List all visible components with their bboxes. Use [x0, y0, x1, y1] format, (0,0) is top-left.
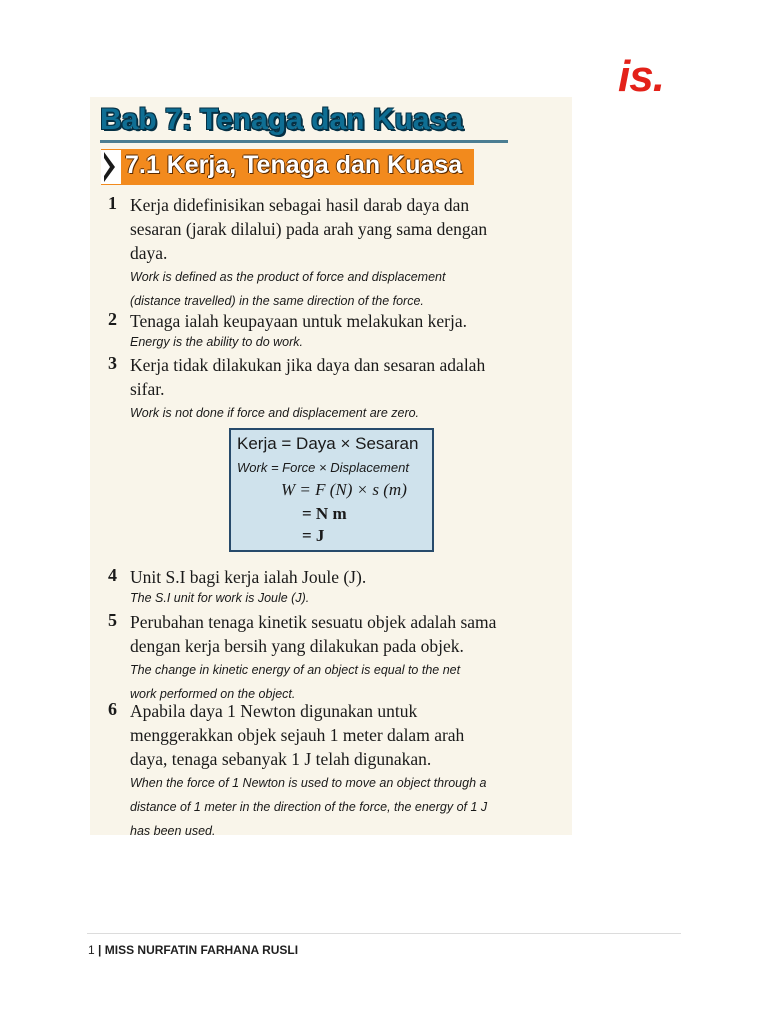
item-text-en: work performed on the object.: [130, 687, 296, 701]
item-text-en: Energy is the ability to do work.: [130, 335, 303, 349]
page-number: 1: [88, 943, 95, 957]
formula-english: Work = Force × Displacement: [237, 460, 409, 475]
item-text-en: The change in kinetic energy of an object is equal to the net: [130, 663, 461, 677]
item-text-en: has been used.: [130, 824, 216, 838]
formula-unit-j: = J: [302, 526, 325, 545]
item-text-ms: menggerakkan objek sejauh 1 meter dalam arah: [130, 725, 465, 745]
item-text-ms: sesaran (jarak dilalui) pada arah yang sama dengan: [130, 219, 488, 239]
chevron-right-icon: [101, 150, 121, 184]
brand-logo: is.: [618, 52, 664, 101]
item-number: 4: [108, 565, 117, 585]
item-text-ms: Unit S.I bagi kerja ialah Joule (J).: [130, 567, 367, 587]
item-number: 1: [108, 193, 117, 213]
section-title: 7.1 Kerja, Tenaga dan Kuasa: [125, 151, 463, 179]
item-number: 2: [108, 309, 117, 329]
page-footer: [88, 943, 298, 957]
chapter-title: Bab 7: Tenaga dan Kuasa: [100, 103, 463, 136]
footer-separator: |: [98, 943, 102, 957]
item-text-ms: daya.: [130, 243, 168, 263]
item-text-en: distance of 1 meter in the direction of the force, the energy of 1 J: [130, 800, 488, 814]
item-number: 6: [108, 699, 117, 719]
item-text-en: Work is not done if force and displacement are zero.: [130, 406, 420, 420]
formula-symbols: W = F (N) × s (m): [281, 480, 407, 499]
chapter-title-underline: [100, 140, 508, 143]
item-text-ms: Tenaga ialah keupayaan untuk melakukan kerja.: [130, 311, 467, 331]
author-name: MISS NURFATIN FARHANA RUSLI: [104, 943, 299, 957]
item-text-en: The S.I unit for work is Joule (J).: [130, 591, 310, 605]
formula-malay: Kerja = Daya × Sesaran: [237, 434, 419, 453]
footer-divider: [87, 933, 681, 934]
item-text-ms: dengan kerja bersih yang dilakukan pada objek.: [130, 636, 464, 656]
item-text-ms: sifar.: [130, 379, 165, 399]
item-text-ms: daya, tenaga sebanyak 1 J telah digunakan.: [130, 749, 432, 769]
formula-unit-nm: = N m: [302, 504, 347, 523]
item-text-en: When the force of 1 Newton is used to move an object through a: [130, 776, 487, 790]
item-text-ms: Kerja tidak dilakukan jika daya dan sesaran adalah: [130, 355, 486, 375]
item-text-en: Work is defined as the product of force and displacement: [130, 270, 446, 284]
item-number: 5: [108, 610, 117, 630]
section-banner: [101, 149, 474, 185]
item-number: 3: [108, 353, 117, 373]
item-text-ms: Apabila daya 1 Newton digunakan untuk: [130, 701, 418, 721]
item-text-en: (distance travelled) in the same direction of the force.: [130, 294, 424, 308]
textbook-page-scan: [90, 97, 572, 838]
formula-box: [229, 428, 434, 552]
item-text-ms: Kerja didefinisikan sebagai hasil darab daya dan: [130, 195, 470, 215]
item-text-ms: Perubahan tenaga kinetik sesuatu objek adalah sama: [130, 612, 497, 632]
